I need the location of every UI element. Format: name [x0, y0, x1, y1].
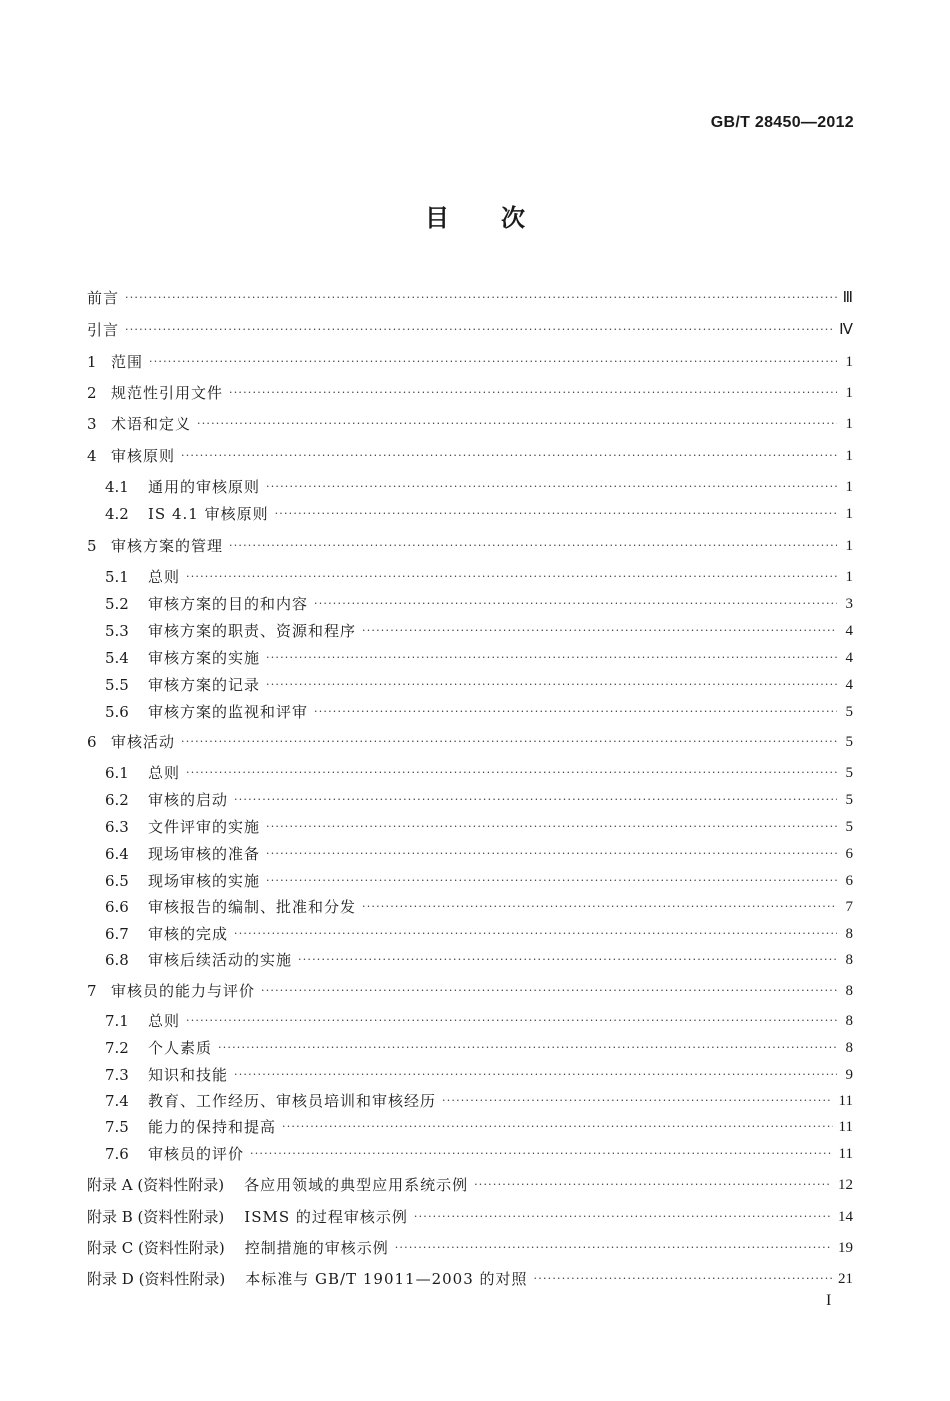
dot-leader — [414, 1206, 832, 1228]
toc-page-number: 11 — [838, 1093, 853, 1109]
appendix-prefix: 附录 A (资料性附录) — [87, 1176, 225, 1194]
toc-page-number: 14 — [838, 1209, 853, 1225]
toc-entry-title: 审核报告的编制、批准和分发 — [148, 898, 357, 916]
toc-entry[interactable] — [87, 535, 853, 557]
toc-entry-title: 个人素质 — [148, 1039, 213, 1057]
dot-leader — [197, 413, 837, 435]
toc-page-number: 8 — [845, 983, 853, 999]
toc-page-number: 1 — [845, 416, 853, 432]
section-number: 5 — [87, 537, 97, 555]
page-number: I — [826, 1292, 832, 1309]
toc-entry[interactable] — [87, 287, 853, 309]
dot-leader — [534, 1268, 832, 1290]
toc-entry[interactable] — [87, 1206, 853, 1228]
toc-page-number: 5 — [845, 704, 853, 720]
section-number: 2 — [87, 384, 97, 402]
toc-page-number: 1 — [845, 506, 853, 522]
toc-page-number: 1 — [845, 354, 853, 370]
toc-entry[interactable] — [87, 382, 853, 404]
toc-entry-title: 审核方案的职责、资源和程序 — [148, 622, 357, 640]
section-number: 6.5 — [105, 872, 129, 890]
toc-entry[interactable] — [105, 870, 853, 892]
toc-page-number: 11 — [838, 1119, 853, 1135]
dot-leader — [442, 1090, 833, 1112]
toc-page-number: 4 — [845, 650, 853, 666]
toc-entry[interactable] — [105, 1037, 853, 1059]
dot-leader — [282, 1116, 833, 1138]
dot-leader — [298, 949, 837, 971]
section-number: 6 — [87, 733, 97, 751]
dot-leader — [125, 287, 837, 309]
toc-entry[interactable] — [105, 647, 853, 669]
toc-entry-title: 前言 — [87, 289, 120, 307]
toc-entry[interactable] — [87, 351, 853, 373]
section-number: 7.4 — [105, 1092, 129, 1110]
toc-page-number: 5 — [845, 765, 853, 781]
toc-entry-title: 审核活动 — [111, 733, 176, 751]
dot-leader — [314, 701, 837, 723]
toc-entry[interactable] — [87, 319, 853, 341]
toc-entry-title: 审核方案的管理 — [111, 537, 224, 555]
section-number: 6.3 — [105, 818, 129, 836]
section-number: 5.4 — [105, 649, 129, 667]
section-number: 7.5 — [105, 1118, 129, 1136]
section-number: 7.2 — [105, 1039, 129, 1057]
section-number: 4 — [87, 447, 97, 465]
toc-entry-title: 术语和定义 — [111, 415, 192, 433]
toc-page-number: 1 — [845, 538, 853, 554]
toc-entry-title: 审核的完成 — [148, 925, 229, 943]
toc-page-number: 1 — [845, 448, 853, 464]
dot-leader — [125, 319, 833, 341]
dot-leader — [181, 731, 837, 753]
toc-entry[interactable] — [105, 789, 853, 811]
toc-entry-title: 总则 — [148, 568, 181, 586]
dot-leader — [362, 896, 837, 918]
toc-entry-title: 规范性引用文件 — [111, 384, 224, 402]
dot-leader — [186, 566, 837, 588]
dot-leader — [266, 843, 837, 865]
toc-entry[interactable] — [105, 762, 853, 784]
toc-page-number: 5 — [845, 819, 853, 835]
toc-page-number: 6 — [845, 846, 853, 862]
toc-entry-title: 审核方案的监视和评审 — [148, 703, 309, 721]
section-number: 7 — [87, 982, 97, 1000]
section-number: 6.7 — [105, 925, 129, 943]
dot-leader — [186, 762, 837, 784]
toc-entry[interactable] — [87, 731, 853, 753]
standard-number: GB/T 28450—2012 — [710, 114, 854, 131]
toc-entry-title: 范围 — [111, 353, 144, 371]
toc-entry-title: 审核的启动 — [148, 791, 229, 809]
toc-entry[interactable] — [105, 701, 853, 723]
appendix-prefix: 附录 C (资料性附录) — [87, 1239, 225, 1257]
toc-entry-title: 能力的保持和提高 — [148, 1118, 277, 1136]
dot-leader — [234, 789, 837, 811]
toc-entry[interactable] — [87, 445, 853, 467]
section-number: 7.6 — [105, 1145, 129, 1163]
toc-entry-title: 现场审核的实施 — [148, 872, 261, 890]
toc-entry[interactable] — [105, 1090, 853, 1112]
toc-entry-title: 教育、工作经历、审核员培训和审核经历 — [148, 1092, 437, 1110]
toc-entry-title: 审核方案的记录 — [148, 676, 261, 694]
toc-entry-title: IS 4.1 审核原则 — [148, 505, 269, 523]
appendix-prefix: 附录 B (资料性附录) — [87, 1208, 225, 1226]
toc-entry[interactable] — [87, 980, 853, 1002]
dot-leader — [314, 593, 837, 615]
section-number: 1 — [87, 353, 97, 371]
dot-leader — [149, 351, 837, 373]
dot-leader — [234, 923, 837, 945]
dot-leader — [266, 476, 837, 498]
section-number: 5.1 — [105, 568, 129, 586]
dot-leader — [395, 1237, 832, 1259]
dot-leader — [266, 674, 837, 696]
dot-leader — [234, 1064, 837, 1086]
toc-entry-title: 总则 — [148, 1012, 181, 1030]
toc-page-number: 5 — [845, 792, 853, 808]
dot-leader — [186, 1010, 837, 1032]
dot-leader — [229, 535, 837, 557]
dot-leader — [474, 1174, 832, 1196]
toc-page-number: 21 — [838, 1271, 853, 1287]
toc-entry-title: 控制措施的审核示例 — [244, 1239, 389, 1257]
toc-entry[interactable] — [105, 503, 853, 525]
dot-leader — [181, 445, 837, 467]
toc-page-number: 5 — [845, 734, 853, 750]
toc-page-number: 1 — [845, 385, 853, 401]
toc-entry-title: 文件评审的实施 — [148, 818, 261, 836]
section-number: 6.2 — [105, 791, 129, 809]
toc-entry[interactable] — [105, 566, 853, 588]
section-number: 6.4 — [105, 845, 129, 863]
toc-entry-title: 总则 — [148, 764, 181, 782]
section-number: 6.1 — [105, 764, 129, 782]
toc-entry[interactable] — [87, 1174, 853, 1196]
toc-page-number: 12 — [838, 1177, 853, 1193]
toc-entry[interactable] — [105, 593, 853, 615]
dot-leader — [362, 620, 837, 642]
section-number: 5.5 — [105, 676, 129, 694]
toc-page-number: 4 — [845, 677, 853, 693]
toc-page-number: 7 — [845, 899, 853, 915]
toc-entry-title: ISMS 的过程审核示例 — [244, 1208, 408, 1226]
page-title: 目次 — [425, 203, 577, 232]
toc-page-number: 8 — [845, 1040, 853, 1056]
toc-entry[interactable] — [105, 1010, 853, 1032]
section-number: 4.1 — [105, 478, 129, 496]
dot-leader — [266, 870, 837, 892]
section-number: 5.3 — [105, 622, 129, 640]
toc-entry[interactable] — [87, 413, 853, 435]
dot-leader — [266, 647, 837, 669]
toc-entry-title: 知识和技能 — [148, 1066, 229, 1084]
toc-page-number: 1 — [845, 479, 853, 495]
toc-entry[interactable] — [105, 843, 853, 865]
toc-entry[interactable] — [87, 1237, 853, 1259]
toc-page-number: 3 — [845, 596, 853, 612]
toc-entry-title: 引言 — [87, 321, 120, 339]
toc-entry[interactable] — [105, 620, 853, 642]
toc-page-number: 11 — [838, 1146, 853, 1162]
section-number: 6.8 — [105, 951, 129, 969]
toc-page-number: Ⅲ — [842, 290, 853, 306]
toc-entry[interactable] — [105, 816, 853, 838]
section-number: 5.2 — [105, 595, 129, 613]
toc-entry-title: 现场审核的准备 — [148, 845, 261, 863]
toc-entry[interactable] — [105, 949, 853, 971]
toc-page-number: 8 — [845, 1013, 853, 1029]
toc-entry[interactable] — [105, 476, 853, 498]
toc-entry[interactable] — [105, 1064, 853, 1086]
toc-page-number: Ⅳ — [839, 322, 853, 338]
appendix-prefix: 附录 D (资料性附录) — [87, 1270, 226, 1288]
dot-leader — [250, 1143, 833, 1165]
section-number: 3 — [87, 415, 97, 433]
toc-entry-title: 审核方案的目的和内容 — [148, 595, 309, 613]
toc-page-number: 4 — [845, 623, 853, 639]
toc-page-number: 8 — [845, 952, 853, 968]
dot-leader — [275, 503, 837, 525]
section-number: 4.2 — [105, 505, 129, 523]
toc-entry[interactable] — [105, 923, 853, 945]
dot-leader — [261, 980, 837, 1002]
toc-entry[interactable] — [105, 1116, 853, 1138]
section-number: 6.6 — [105, 898, 129, 916]
toc-entry-title: 审核员的评价 — [148, 1145, 245, 1163]
toc-page-number: 1 — [845, 569, 853, 585]
section-number: 7.1 — [105, 1012, 129, 1030]
section-number: 5.6 — [105, 703, 129, 721]
toc-entry[interactable] — [105, 1143, 853, 1165]
toc-page-number: 19 — [838, 1240, 853, 1256]
dot-leader — [266, 816, 837, 838]
toc-entry-title: 审核后续活动的实施 — [148, 951, 293, 969]
section-number: 7.3 — [105, 1066, 129, 1084]
dot-leader — [229, 382, 837, 404]
toc-page-number: 8 — [845, 926, 853, 942]
dot-leader — [218, 1037, 837, 1059]
toc-entry-title: 各应用领域的典型应用系统示例 — [244, 1176, 469, 1194]
toc-entry-title: 通用的审核原则 — [148, 478, 261, 496]
toc-entry[interactable] — [105, 674, 853, 696]
toc-entry[interactable] — [105, 896, 853, 918]
toc-entry[interactable] — [87, 1268, 853, 1290]
toc-entry-title: 本标准与 GB/T 19011—2003 的对照 — [245, 1270, 528, 1288]
toc-page-number: 6 — [845, 873, 853, 889]
toc-entry-title: 审核原则 — [111, 447, 176, 465]
toc-entry-title: 审核员的能力与评价 — [111, 982, 256, 1000]
toc-entry-title: 审核方案的实施 — [148, 649, 261, 667]
toc-page-number: 9 — [845, 1067, 853, 1083]
